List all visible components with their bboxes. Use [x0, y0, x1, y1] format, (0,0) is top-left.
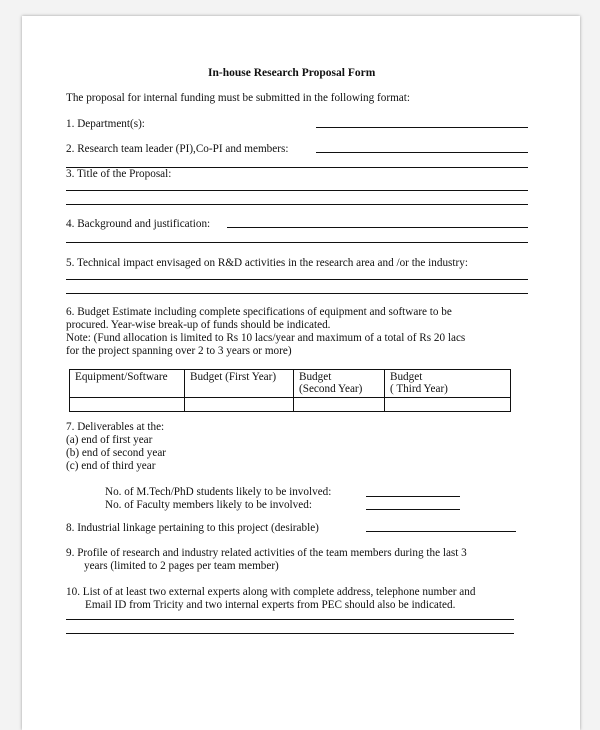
budget-col-third-year-line2: ( Third Year): [390, 383, 448, 395]
q3-label: 3. Title of the Proposal:: [66, 168, 172, 180]
q8-answer-line: [366, 531, 516, 532]
q4-answer-line-1: [227, 227, 528, 228]
q2-label: 2. Research team leader (PI),Co-PI and members:: [66, 143, 289, 155]
q10-answer-line-2: [66, 633, 514, 634]
q1-label: 1. Department(s):: [66, 118, 145, 130]
budget-col-second-year: [294, 370, 385, 398]
budget-col-second-year-line2: (Second Year): [299, 383, 363, 395]
q5-label: 5. Technical impact envisaged on R&D activities in the research area and /or the industry:: [66, 257, 468, 269]
q1-answer-line: [316, 127, 528, 128]
budget-cell: [385, 398, 511, 412]
faculty-answer-line: [366, 509, 460, 510]
budget-col-first-year: Budget (First Year): [185, 370, 294, 398]
q7-line-3: (b) end of second year: [66, 447, 167, 459]
faculty-label: No. of Faculty members likely to be involved:: [105, 499, 312, 511]
budget-cell: [70, 398, 185, 412]
budget-table: [69, 369, 511, 412]
q10-line-1: 10. List of at least two external experts along with complete address, telephone number and: [66, 586, 476, 598]
budget-table-header-row: [70, 370, 511, 398]
q3-answer-line-2: [66, 204, 528, 205]
q6-line-4: for the project spanning over 2 to 3 years or more): [66, 345, 292, 357]
q6-line-1: 6. Budget Estimate including complete specifications of equipment and software to be: [66, 306, 452, 318]
q6-line-3: Note: (Fund allocation is limited to Rs 10 lacs/year and maximum of a total of Rs 20 lacs: [66, 332, 466, 344]
q10-answer-line-1: [66, 619, 514, 620]
q6-line-2: procured. Year-wise break-up of funds should be indicated.: [66, 319, 331, 331]
q4-answer-line-2: [66, 242, 528, 243]
q5-answer-line-1: [66, 279, 528, 280]
q8-label: 8. Industrial linkage pertaining to this project (desirable): [66, 522, 319, 534]
budget-cell: [294, 398, 385, 412]
q9-line-2: years (limited to 2 pages per team member): [84, 560, 279, 572]
budget-col-equipment: Equipment/Software: [70, 370, 185, 398]
students-answer-line: [366, 496, 460, 497]
q5-answer-line-2: [66, 293, 528, 294]
q7-line-2: (a) end of first year: [66, 434, 153, 446]
students-label: No. of M.Tech/PhD students likely to be involved:: [105, 486, 332, 498]
budget-col-second-year-line1: Budget: [299, 371, 332, 383]
budget-col-third-year: [385, 370, 511, 398]
form-title: In-house Research Proposal Form: [208, 67, 376, 79]
budget-cell: [185, 398, 294, 412]
budget-table-row: [70, 398, 511, 412]
budget-col-third-year-line1: Budget: [390, 371, 423, 383]
q7-line-4: (c) end of third year: [66, 460, 156, 472]
q7-line-1: 7. Deliverables at the:: [66, 421, 165, 433]
q3-answer-line-1: [66, 190, 528, 191]
q9-line-1: 9. Profile of research and industry related activities of the team members during the last 3: [66, 547, 467, 559]
q4-label: 4. Background and justification:: [66, 218, 211, 230]
intro-text: The proposal for internal funding must be submitted in the following format:: [66, 92, 410, 104]
q2-answer-line: [316, 152, 528, 153]
q10-line-2: Email ID from Tricity and two internal experts from PEC should also be indicated.: [85, 599, 456, 611]
document-page: [22, 16, 580, 730]
